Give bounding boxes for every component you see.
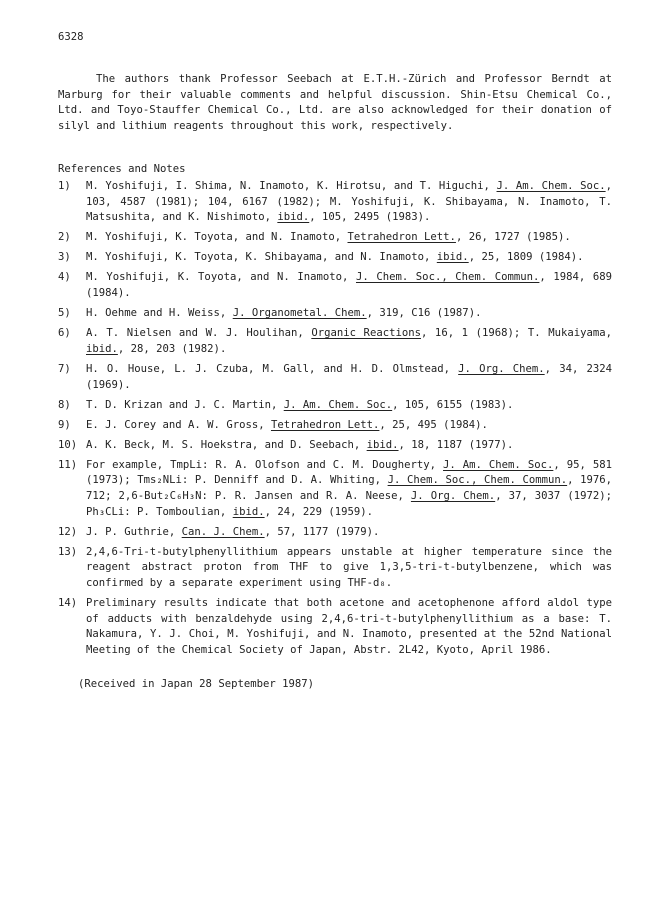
reference-item — [58, 458, 612, 520]
journal-citation: J. Org. Chem. — [410, 490, 496, 503]
page-number: 6328 — [58, 31, 84, 43]
reference-item — [58, 179, 612, 226]
reference-segment: Preliminary results indicate that both acetone and acetophenone afford aldol type of adducts with benzaldehyde using 2,4,6-tri-t-butylphenyllithium as a base: T. Nakamura, Y. J. Choi, M. Yoshifuji, and N. Inamoto, presented at the 52nd National Meeting of the Chemical Society of Japan, Abstr. 2L42, Kyoto, April 1986. — [86, 597, 612, 656]
journal-citation: ibid. — [86, 342, 118, 355]
reference-item — [58, 525, 612, 541]
reference-segment: , 26, 1727 (1985). — [455, 231, 571, 244]
journal-citation: Tetrahedron Lett. — [347, 231, 456, 244]
reference-item — [58, 326, 612, 357]
reference-segment: M. Yoshifuji, K. Toyota, K. Shibayama, and N. Inamoto, — [86, 251, 437, 264]
journal-citation: ibid. — [436, 251, 469, 264]
reference-text — [86, 458, 612, 520]
reference-segment: , 1976, 712; 2,6-But₂C₆H₃N: P. R. Jansen and R. A. Neese, — [86, 474, 613, 503]
reference-text — [86, 179, 612, 226]
reference-number: 2) — [58, 231, 71, 244]
reference-segment: , 105, 6155 (1983). — [392, 398, 514, 411]
reference-segment: , 25, 1809 (1984). — [468, 251, 584, 264]
reference-text — [86, 438, 612, 454]
reference-number: 5) — [58, 307, 71, 320]
reference-text — [86, 596, 612, 658]
reference-text — [86, 362, 612, 393]
reference-segment: , 105, 2495 (1983). — [309, 211, 431, 224]
reference-segment: M. Yoshifuji, K. Toyota, and N. Inamoto, — [86, 231, 348, 244]
reference-item — [58, 545, 612, 592]
reference-text — [86, 230, 612, 246]
reference-item — [58, 362, 612, 393]
references-heading: References and Notes — [58, 163, 186, 176]
reference-number: 10) — [58, 438, 78, 451]
reference-number: 7) — [58, 362, 71, 375]
reference-segment: , 18, 1187 (1977). — [398, 438, 514, 451]
reference-item — [58, 596, 612, 658]
reference-item — [58, 418, 612, 434]
received-date: (Received in Japan 28 September 1987) — [78, 677, 314, 690]
reference-text — [86, 250, 612, 266]
journal-citation: Organic Reactions — [311, 327, 421, 340]
journal-citation: J. Chem. Soc., Chem. Commun. — [387, 474, 568, 487]
reference-text — [86, 326, 612, 357]
reference-segment: , 319, C16 (1987). — [366, 307, 482, 320]
reference-segment: T. D. Krizan and J. C. Martin, — [86, 398, 284, 411]
reference-number: 11) — [58, 458, 78, 471]
reference-item — [58, 398, 612, 414]
acknowledgment-paragraph: The authors thank Professor Seebach at E.T.H.-Zürich and Professor Berndt at Marburg for their valuable comments and helpful discussion. Shin-Etsu Chemical Co., Ltd. and Toyo-Stauffer Chemical Co., Ltd. are also acknowledged for their donation of silyl and lithium reagents throughout this work, respectively. — [58, 73, 612, 132]
reference-number: 8) — [58, 398, 71, 411]
journal-citation: J. Chem. Soc., Chem. Commun. — [355, 271, 540, 284]
reference-segment: , 103, 4587 (1981); 104, 6167 (1982); M. Yoshifuji, K. Shibayama, N. Inamoto, T. Matsushita, and K. Nishimoto, — [86, 179, 612, 224]
reference-text — [86, 525, 612, 541]
reference-segment: H. Oehme and H. Weiss, — [86, 307, 233, 320]
reference-item — [58, 250, 612, 266]
reference-item — [58, 270, 612, 301]
reference-number: 9) — [58, 418, 71, 431]
reference-segment: E. J. Corey and A. W. Gross, — [86, 418, 271, 431]
reference-segment: A. K. Beck, M. S. Hoekstra, and D. Seebach, — [86, 438, 367, 451]
reference-number: 3) — [58, 251, 71, 264]
reference-segment: H. O. House, L. J. Czuba, M. Gall, and H. D. Olmstead, — [86, 362, 459, 375]
reference-segment: M. Yoshifuji, K. Toyota, and N. Inamoto, — [86, 271, 356, 284]
journal-citation: J. Am. Chem. Soc. — [283, 398, 393, 411]
journal-citation: J. Am. Chem. Soc. — [496, 179, 606, 192]
reference-number: 12) — [58, 525, 78, 538]
reference-segment: , 25, 495 (1984). — [379, 418, 488, 431]
reference-text — [86, 545, 612, 592]
reference-segment: M. Yoshifuji, I. Shima, N. Inamoto, K. Hirotsu, and T. Higuchi, — [86, 179, 497, 192]
reference-number: 14) — [58, 597, 78, 610]
reference-number: 1) — [58, 179, 71, 192]
reference-number: 4) — [58, 271, 71, 284]
reference-item — [58, 230, 612, 246]
reference-segment: A. T. Nielsen and W. J. Houlihan, — [86, 327, 312, 340]
reference-text — [86, 270, 612, 301]
reference-number: 6) — [58, 327, 71, 340]
reference-segment: 2,4,6-Tri-t-butylphenyllithium appears unstable at higher temperature since the reagent abstract proton from THF to give 1,3,5-tri-t-butylbenzene, which was confirmed by a separate experiment using THF-d₈. — [86, 545, 612, 590]
reference-segment: , 28, 203 (1982). — [117, 342, 227, 355]
journal-citation: J. Organometal. Chem. — [232, 307, 367, 320]
reference-segment: For example, TmpLi: R. A. Olofson and C. M. Dougherty, — [86, 458, 444, 471]
journal-citation: ibid. — [366, 438, 399, 451]
reference-segment: , 16, 1 (1968); T. Mukaiyama, — [420, 327, 612, 340]
reference-item — [58, 306, 612, 322]
journal-citation: ibid. — [232, 505, 265, 518]
journal-citation: ibid. — [277, 211, 310, 224]
reference-segment: , 37, 3037 (1972); Ph₃CLi: P. Tomboulian, — [86, 490, 612, 518]
reference-item — [58, 438, 612, 454]
reference-segment: , 57, 1177 (1979). — [264, 525, 380, 538]
journal-citation: Can. J. Chem. — [181, 525, 265, 538]
journal-citation: J. Org. Chem. — [458, 362, 545, 375]
reference-segment: , 1984, 689 (1984). — [86, 271, 613, 300]
reference-text — [86, 418, 612, 434]
references-list — [58, 179, 612, 659]
reference-number: 13) — [58, 545, 78, 558]
reference-segment: , 95, 581 (1973); Tms₂NLi: P. Denniff and D. A. Whiting, — [86, 458, 612, 487]
reference-text — [86, 306, 612, 322]
reference-segment: J. P. Guthrie, — [86, 525, 182, 538]
journal-citation: J. Am. Chem. Soc. — [443, 458, 554, 471]
reference-segment: , 34, 2324 (1969). — [86, 362, 612, 391]
reference-text — [86, 398, 612, 414]
reference-segment: , 24, 229 (1959). — [264, 505, 374, 518]
journal-citation: Tetrahedron Lett. — [270, 418, 380, 431]
